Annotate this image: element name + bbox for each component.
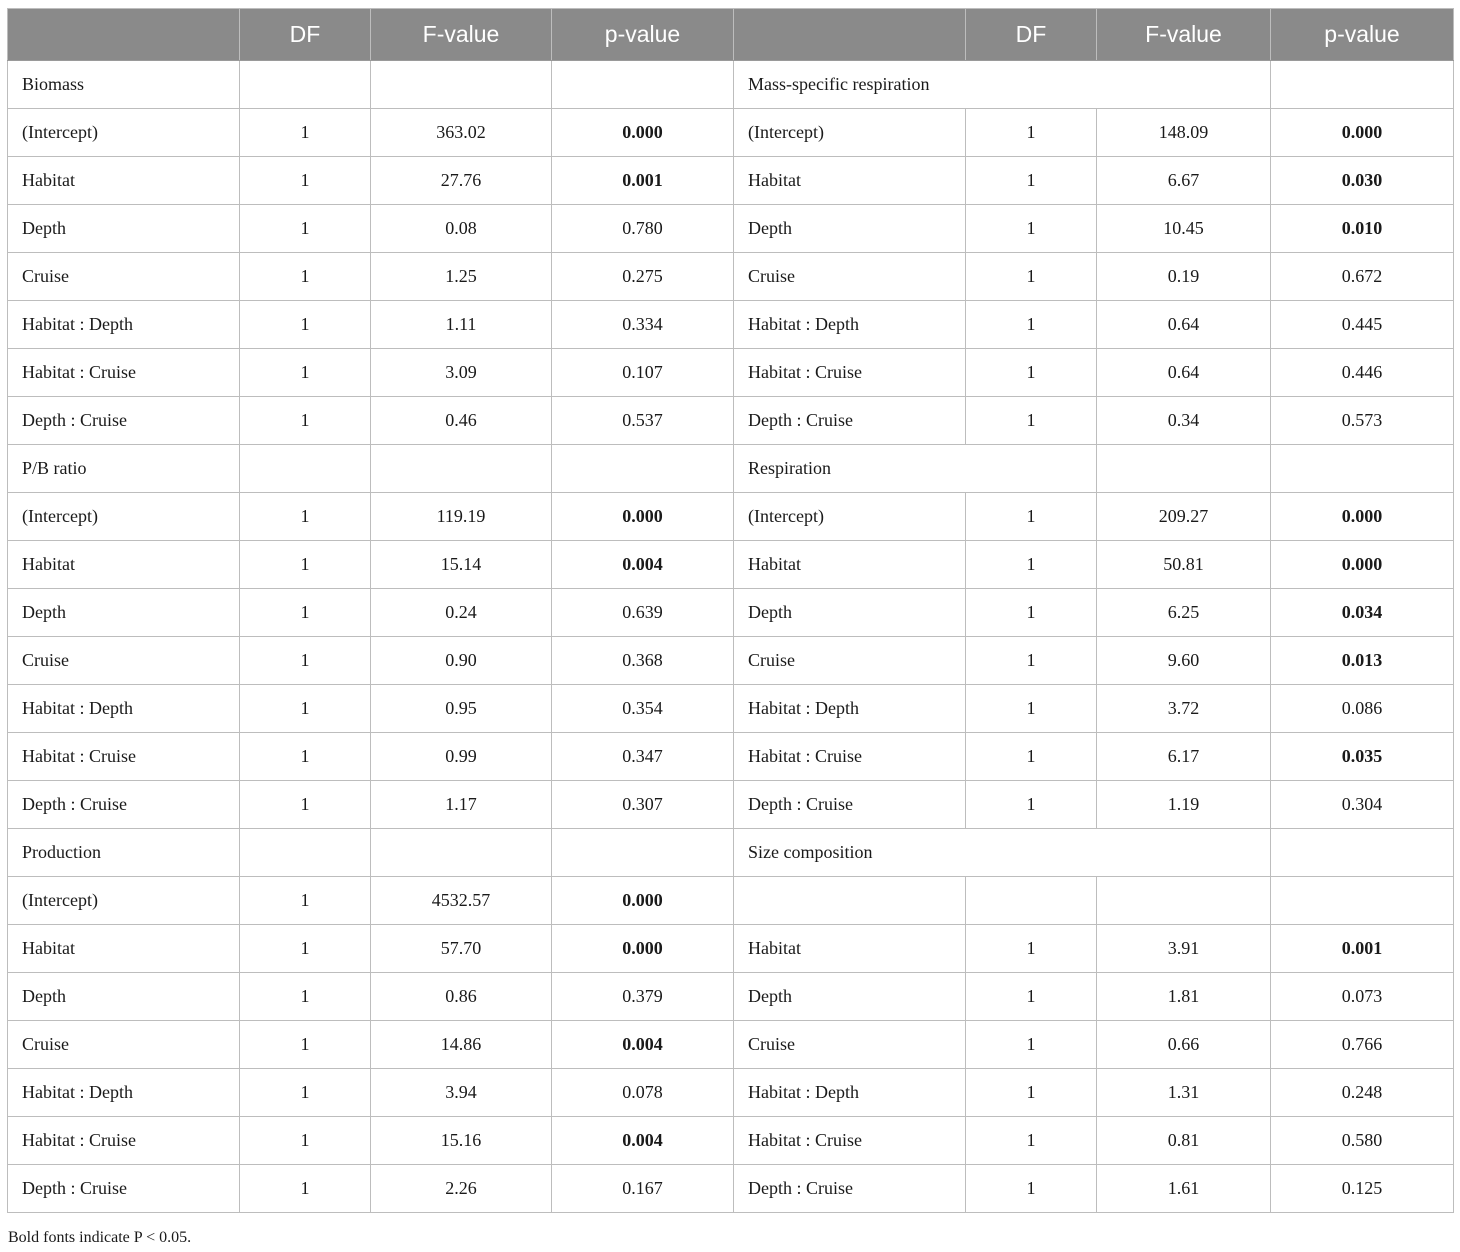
p-value-cell: 0.030: [1271, 157, 1454, 205]
f-value-cell: 3.72: [1097, 685, 1271, 733]
p-value-cell: 0.639: [552, 589, 734, 637]
term-cell: Depth : Cruise: [8, 1165, 240, 1213]
df-cell: 1: [240, 397, 371, 445]
df-cell: 1: [240, 589, 371, 637]
term-cell: Habitat : Cruise: [8, 733, 240, 781]
df-cell: 1: [240, 637, 371, 685]
df-cell: 1: [240, 349, 371, 397]
f-value-cell: 15.14: [371, 541, 552, 589]
term-cell: [734, 877, 966, 925]
f-value-cell: 57.70: [371, 925, 552, 973]
column-header: F-value: [1097, 9, 1271, 61]
table-row: [8, 877, 1454, 925]
term-cell: Habitat: [734, 157, 966, 205]
term-cell: Habitat : Cruise: [8, 1117, 240, 1165]
table-row: [8, 205, 1454, 253]
p-value-cell: 0.275: [552, 253, 734, 301]
p-value-cell: 0.004: [552, 541, 734, 589]
df-cell: 1: [240, 877, 371, 925]
f-value-cell: 0.81: [1097, 1117, 1271, 1165]
term-cell: Habitat: [734, 541, 966, 589]
empty-cell: [371, 445, 552, 493]
term-cell: Depth : Cruise: [8, 397, 240, 445]
column-header: F-value: [371, 9, 552, 61]
table-row: [8, 733, 1454, 781]
table-row: [8, 781, 1454, 829]
f-value-cell: 0.66: [1097, 1021, 1271, 1069]
p-value-cell: 0.001: [552, 157, 734, 205]
empty-cell: [240, 829, 371, 877]
term-cell: Habitat : Cruise: [734, 733, 966, 781]
df-cell: 1: [240, 1117, 371, 1165]
p-value-cell: 0.000: [552, 925, 734, 973]
f-value-cell: 0.99: [371, 733, 552, 781]
column-header: p-value: [1271, 9, 1454, 61]
f-value-cell: 0.19: [1097, 253, 1271, 301]
term-cell: Habitat: [8, 925, 240, 973]
section-label: Biomass: [8, 61, 240, 109]
empty-cell: [1097, 445, 1271, 493]
empty-cell: [240, 61, 371, 109]
f-value-cell: 6.25: [1097, 589, 1271, 637]
p-value-cell: 0.248: [1271, 1069, 1454, 1117]
df-cell: 1: [240, 1165, 371, 1213]
table-row: [8, 685, 1454, 733]
f-value-cell: 1.61: [1097, 1165, 1271, 1213]
df-cell: 1: [240, 685, 371, 733]
df-cell: 1: [966, 1117, 1097, 1165]
p-value-cell: 0.780: [552, 205, 734, 253]
f-value-cell: 148.09: [1097, 109, 1271, 157]
table-row: [8, 637, 1454, 685]
term-cell: Cruise: [8, 1021, 240, 1069]
df-cell: 1: [966, 973, 1097, 1021]
table-row: [8, 253, 1454, 301]
p-value-cell: 0.368: [552, 637, 734, 685]
f-value-cell: 0.64: [1097, 301, 1271, 349]
p-value-cell: 0.167: [552, 1165, 734, 1213]
f-value-cell: 4532.57: [371, 877, 552, 925]
f-value-cell: 14.86: [371, 1021, 552, 1069]
section-label: Mass-specific respiration: [734, 61, 1271, 109]
df-cell: 1: [240, 205, 371, 253]
p-value-cell: 0.672: [1271, 253, 1454, 301]
f-value-cell: 0.24: [371, 589, 552, 637]
f-value-cell: 0.08: [371, 205, 552, 253]
f-value-cell: 3.09: [371, 349, 552, 397]
p-value-cell: 0.573: [1271, 397, 1454, 445]
p-value-cell: 0.347: [552, 733, 734, 781]
df-cell: 1: [966, 925, 1097, 973]
f-value-cell: 3.94: [371, 1069, 552, 1117]
section-row: [8, 61, 1454, 109]
term-cell: Depth: [734, 973, 966, 1021]
p-value-cell: 0.766: [1271, 1021, 1454, 1069]
df-cell: 1: [240, 733, 371, 781]
empty-cell: [240, 445, 371, 493]
p-value-cell: 0.107: [552, 349, 734, 397]
f-value-cell: 0.95: [371, 685, 552, 733]
p-value-cell: 0.580: [1271, 1117, 1454, 1165]
p-value-cell: 0.035: [1271, 733, 1454, 781]
f-value-cell: 6.17: [1097, 733, 1271, 781]
df-cell: 1: [240, 253, 371, 301]
empty-cell: [1271, 445, 1454, 493]
term-cell: Cruise: [8, 637, 240, 685]
df-cell: 1: [966, 781, 1097, 829]
term-cell: Depth : Cruise: [734, 781, 966, 829]
p-value-cell: 0.000: [552, 493, 734, 541]
df-cell: 1: [240, 541, 371, 589]
term-cell: (Intercept): [8, 877, 240, 925]
df-cell: [966, 877, 1097, 925]
empty-cell: [552, 445, 734, 493]
f-value-cell: 1.17: [371, 781, 552, 829]
term-cell: Cruise: [8, 253, 240, 301]
table-row: [8, 109, 1454, 157]
p-value-cell: 0.086: [1271, 685, 1454, 733]
table-row: [8, 1069, 1454, 1117]
f-value-cell: 6.67: [1097, 157, 1271, 205]
anova-table: [7, 8, 1454, 1213]
term-cell: Depth : Cruise: [8, 781, 240, 829]
df-cell: 1: [966, 685, 1097, 733]
empty-cell: [1271, 829, 1454, 877]
df-cell: 1: [966, 205, 1097, 253]
f-value-cell: 363.02: [371, 109, 552, 157]
f-value-cell: 3.91: [1097, 925, 1271, 973]
f-value-cell: 0.90: [371, 637, 552, 685]
df-cell: 1: [966, 1069, 1097, 1117]
term-cell: Depth: [8, 589, 240, 637]
column-header: p-value: [552, 9, 734, 61]
table-row: [8, 397, 1454, 445]
df-cell: 1: [240, 973, 371, 1021]
header-row: [8, 9, 1454, 61]
column-header: DF: [240, 9, 371, 61]
term-cell: Habitat : Depth: [734, 301, 966, 349]
df-cell: 1: [966, 301, 1097, 349]
term-cell: (Intercept): [734, 493, 966, 541]
df-cell: 1: [240, 493, 371, 541]
p-value-cell: 0.034: [1271, 589, 1454, 637]
section-row: [8, 829, 1454, 877]
df-cell: 1: [240, 1021, 371, 1069]
f-value-cell: 9.60: [1097, 637, 1271, 685]
term-cell: (Intercept): [8, 493, 240, 541]
column-header: DF: [966, 9, 1097, 61]
f-value-cell: [1097, 877, 1271, 925]
df-cell: 1: [966, 397, 1097, 445]
empty-cell: [1271, 61, 1454, 109]
df-cell: 1: [966, 157, 1097, 205]
df-cell: 1: [240, 1069, 371, 1117]
term-cell: Habitat: [8, 541, 240, 589]
p-value-cell: 0.125: [1271, 1165, 1454, 1213]
section-label: P/B ratio: [8, 445, 240, 493]
term-cell: Habitat : Cruise: [734, 1117, 966, 1165]
term-cell: Habitat : Depth: [8, 685, 240, 733]
f-value-cell: 1.81: [1097, 973, 1271, 1021]
table-row: [8, 589, 1454, 637]
f-value-cell: 1.25: [371, 253, 552, 301]
p-value-cell: 0.000: [552, 109, 734, 157]
f-value-cell: 2.26: [371, 1165, 552, 1213]
term-cell: Habitat : Cruise: [734, 349, 966, 397]
df-cell: 1: [240, 157, 371, 205]
df-cell: 1: [240, 781, 371, 829]
f-value-cell: 1.11: [371, 301, 552, 349]
footnote: Bold fonts indicate P < 0.05.: [8, 1229, 192, 1246]
p-value-cell: 0.307: [552, 781, 734, 829]
f-value-cell: 27.76: [371, 157, 552, 205]
f-value-cell: 0.46: [371, 397, 552, 445]
table-row: [8, 493, 1454, 541]
term-cell: (Intercept): [734, 109, 966, 157]
table-row: [8, 301, 1454, 349]
term-cell: Depth: [8, 973, 240, 1021]
df-cell: 1: [966, 733, 1097, 781]
df-cell: 1: [240, 301, 371, 349]
table-row: [8, 973, 1454, 1021]
section-row: [8, 445, 1454, 493]
section-label: Production: [8, 829, 240, 877]
empty-cell: [371, 61, 552, 109]
p-value-cell: 0.304: [1271, 781, 1454, 829]
p-value-cell: 0.000: [1271, 493, 1454, 541]
term-cell: Cruise: [734, 253, 966, 301]
column-header: [734, 9, 966, 61]
p-value-cell: 0.354: [552, 685, 734, 733]
p-value-cell: 0.000: [552, 877, 734, 925]
df-cell: 1: [240, 109, 371, 157]
empty-cell: [552, 829, 734, 877]
f-value-cell: 0.86: [371, 973, 552, 1021]
table-body: [8, 61, 1454, 1213]
p-value-cell: [1271, 877, 1454, 925]
p-value-cell: 0.001: [1271, 925, 1454, 973]
p-value-cell: 0.379: [552, 973, 734, 1021]
section-label: Respiration: [734, 445, 1097, 493]
df-cell: 1: [966, 253, 1097, 301]
term-cell: Habitat: [8, 157, 240, 205]
term-cell: Depth: [734, 589, 966, 637]
table-row: [8, 1021, 1454, 1069]
column-header: [8, 9, 240, 61]
term-cell: Habitat: [734, 925, 966, 973]
p-value-cell: 0.004: [552, 1021, 734, 1069]
df-cell: 1: [966, 109, 1097, 157]
section-label: Size composition: [734, 829, 1271, 877]
empty-cell: [552, 61, 734, 109]
term-cell: Depth: [8, 205, 240, 253]
f-value-cell: 0.34: [1097, 397, 1271, 445]
f-value-cell: 10.45: [1097, 205, 1271, 253]
table-row: [8, 925, 1454, 973]
df-cell: 1: [966, 1021, 1097, 1069]
p-value-cell: 0.537: [552, 397, 734, 445]
f-value-cell: 119.19: [371, 493, 552, 541]
p-value-cell: 0.004: [552, 1117, 734, 1165]
term-cell: Habitat : Cruise: [8, 349, 240, 397]
df-cell: 1: [966, 1165, 1097, 1213]
p-value-cell: 0.445: [1271, 301, 1454, 349]
empty-cell: [371, 829, 552, 877]
p-value-cell: 0.446: [1271, 349, 1454, 397]
f-value-cell: 1.19: [1097, 781, 1271, 829]
f-value-cell: 1.31: [1097, 1069, 1271, 1117]
term-cell: Habitat : Depth: [8, 1069, 240, 1117]
table-row: [8, 157, 1454, 205]
df-cell: 1: [240, 925, 371, 973]
df-cell: 1: [966, 589, 1097, 637]
p-value-cell: 0.334: [552, 301, 734, 349]
f-value-cell: 0.64: [1097, 349, 1271, 397]
f-value-cell: 209.27: [1097, 493, 1271, 541]
table-row: [8, 349, 1454, 397]
term-cell: Depth: [734, 205, 966, 253]
term-cell: Cruise: [734, 1021, 966, 1069]
df-cell: 1: [966, 637, 1097, 685]
df-cell: 1: [966, 541, 1097, 589]
f-value-cell: 15.16: [371, 1117, 552, 1165]
table-row: [8, 1117, 1454, 1165]
p-value-cell: 0.013: [1271, 637, 1454, 685]
term-cell: Habitat : Depth: [734, 685, 966, 733]
term-cell: Depth : Cruise: [734, 1165, 966, 1213]
df-cell: 1: [966, 493, 1097, 541]
p-value-cell: 0.078: [552, 1069, 734, 1117]
table-row: [8, 541, 1454, 589]
term-cell: (Intercept): [8, 109, 240, 157]
term-cell: Habitat : Depth: [734, 1069, 966, 1117]
term-cell: Cruise: [734, 637, 966, 685]
p-value-cell: 0.073: [1271, 973, 1454, 1021]
f-value-cell: 50.81: [1097, 541, 1271, 589]
p-value-cell: 0.000: [1271, 109, 1454, 157]
term-cell: Depth : Cruise: [734, 397, 966, 445]
p-value-cell: 0.000: [1271, 541, 1454, 589]
df-cell: 1: [966, 349, 1097, 397]
table-row: [8, 1165, 1454, 1213]
term-cell: Habitat : Depth: [8, 301, 240, 349]
p-value-cell: 0.010: [1271, 205, 1454, 253]
